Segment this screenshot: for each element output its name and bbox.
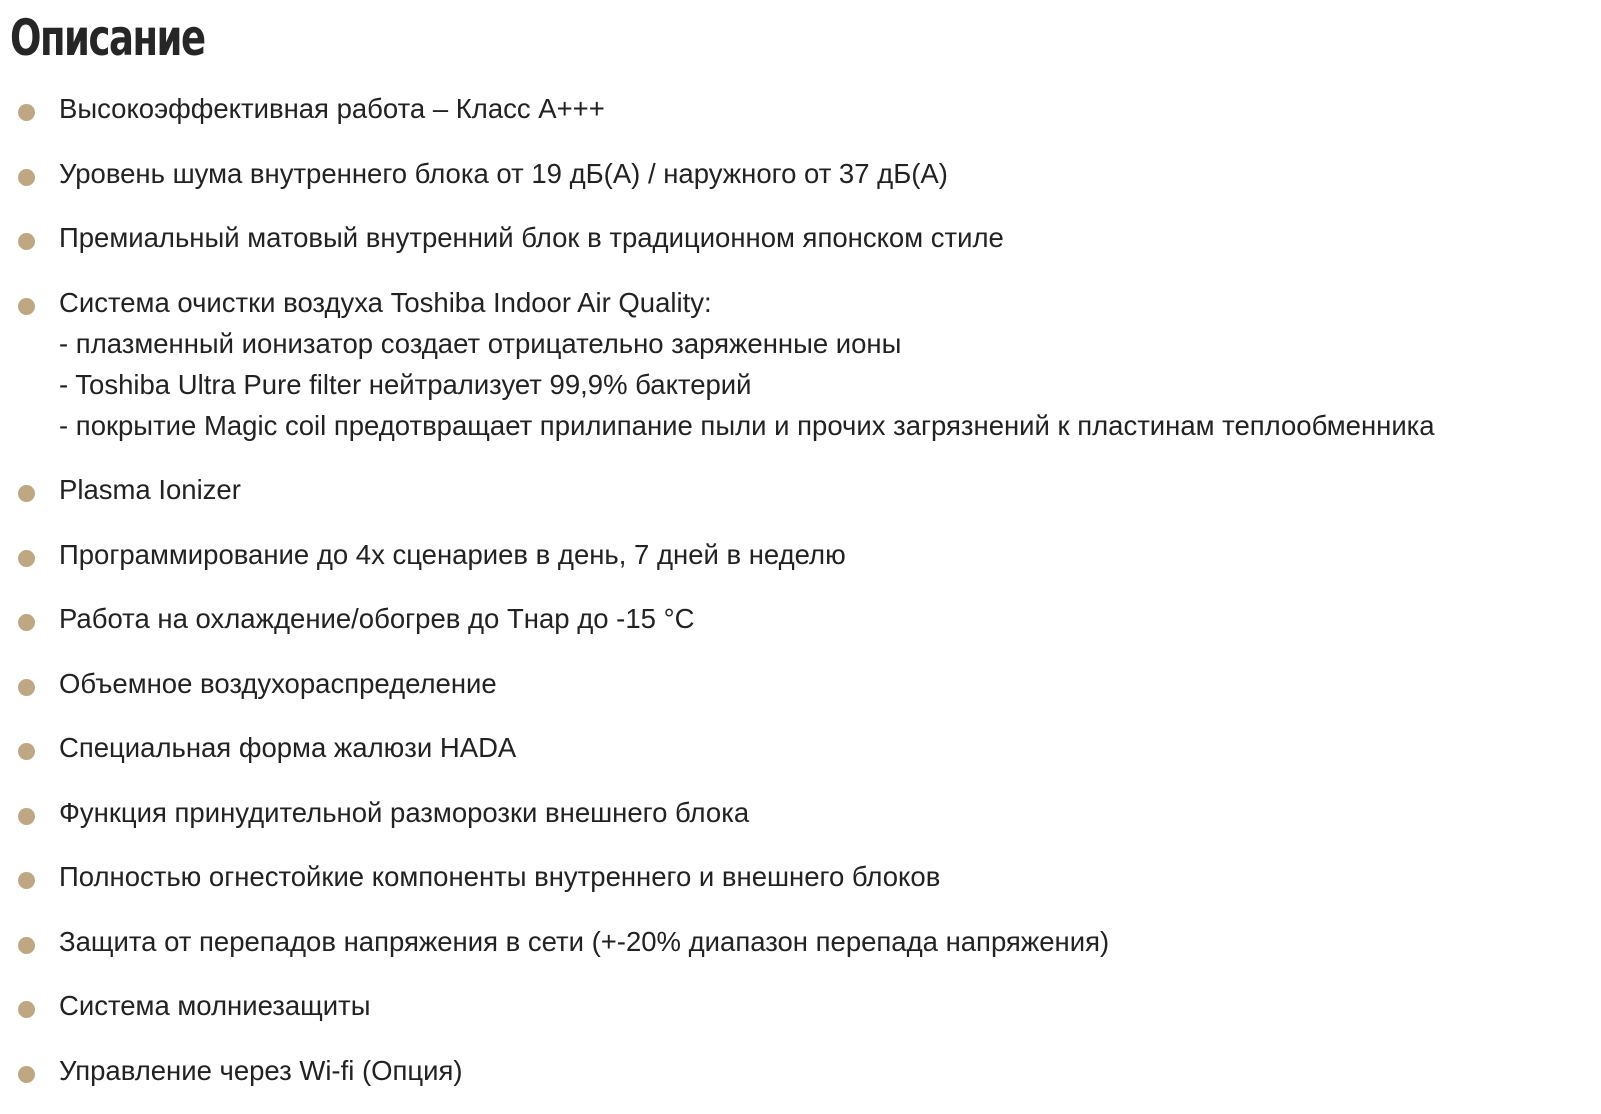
feature-text: Уровень шума внутреннего блока от 19 дБ(А) / наружного от 37 дБ(А)	[59, 157, 948, 189]
feature-item	[0, 282, 1601, 446]
feature-text: Высокоэффективная работа – Класс A+++	[59, 93, 605, 124]
feature-text: Plasma Ionizer	[59, 474, 241, 505]
feature-list	[0, 88, 1601, 1114]
bullet-dot-icon	[18, 485, 35, 502]
bullet-dot-icon	[18, 1066, 35, 1083]
feature-text: Управление через Wi-fi (Опция)	[59, 1054, 463, 1086]
bullet-dot-icon	[18, 298, 35, 315]
feature-item	[0, 856, 1601, 897]
bullet-dot-icon	[18, 104, 35, 121]
feature-text: Программирование до 4х сценариев в день, 7 дней в неделю	[59, 538, 846, 570]
bullet-dot-icon	[18, 169, 35, 186]
bullet-dot-icon	[18, 872, 35, 889]
feature-item	[0, 1050, 1601, 1091]
feature-text: Система очистки воздуха Toshiba Indoor Air Quality:	[59, 286, 712, 318]
feature-text: Полностью огнестойкие компоненты внутреннего и внешнего блоков	[59, 861, 941, 892]
feature-text: Объемное воздухораспределение	[59, 667, 497, 699]
feature-item	[0, 663, 1601, 704]
feature-item	[0, 727, 1601, 768]
feature-item	[0, 88, 1601, 129]
bullet-dot-icon	[18, 1001, 35, 1018]
bullet-dot-icon	[18, 614, 35, 631]
feature-item	[0, 985, 1601, 1026]
feature-item	[0, 217, 1601, 258]
bullet-dot-icon	[18, 550, 35, 567]
feature-item	[0, 921, 1601, 962]
feature-text: Защита от перепадов напряжения в сети (+-20% диапазон перепада напряжения)	[59, 925, 1110, 957]
feature-text: Работа на охлаждение/обогрев до Тнар до -15 °С	[59, 603, 695, 634]
bullet-dot-icon	[18, 743, 35, 760]
bullet-dot-icon	[18, 937, 35, 954]
feature-item	[0, 534, 1601, 575]
feature-subline: - Toshiba Ultra Pure filter нейтрализует 99,9% бактерий	[59, 368, 752, 400]
feature-text: Система молниезащиты	[59, 990, 371, 1021]
bullet-dot-icon	[18, 679, 35, 696]
feature-text: Специальная форма жалюзи HADA	[59, 732, 517, 763]
feature-text: Функция принудительной разморозки внешнего блока	[59, 796, 750, 828]
feature-item	[0, 792, 1601, 833]
feature-item	[0, 153, 1601, 194]
bullet-dot-icon	[18, 233, 35, 250]
feature-subline: - плазменный ионизатор создает отрицательно заряженные ионы	[59, 327, 902, 359]
bullet-dot-icon	[18, 808, 35, 825]
section-heading: Описание	[10, 9, 205, 67]
feature-text: Премиальный матовый внутренний блок в традиционном японском стиле	[59, 222, 1004, 253]
feature-item	[0, 469, 1601, 510]
feature-subline: - покрытие Magic coil предотвращает прилипание пыли и прочих загрязнений к пластинам теплообменника	[59, 409, 1435, 441]
feature-item	[0, 598, 1601, 639]
